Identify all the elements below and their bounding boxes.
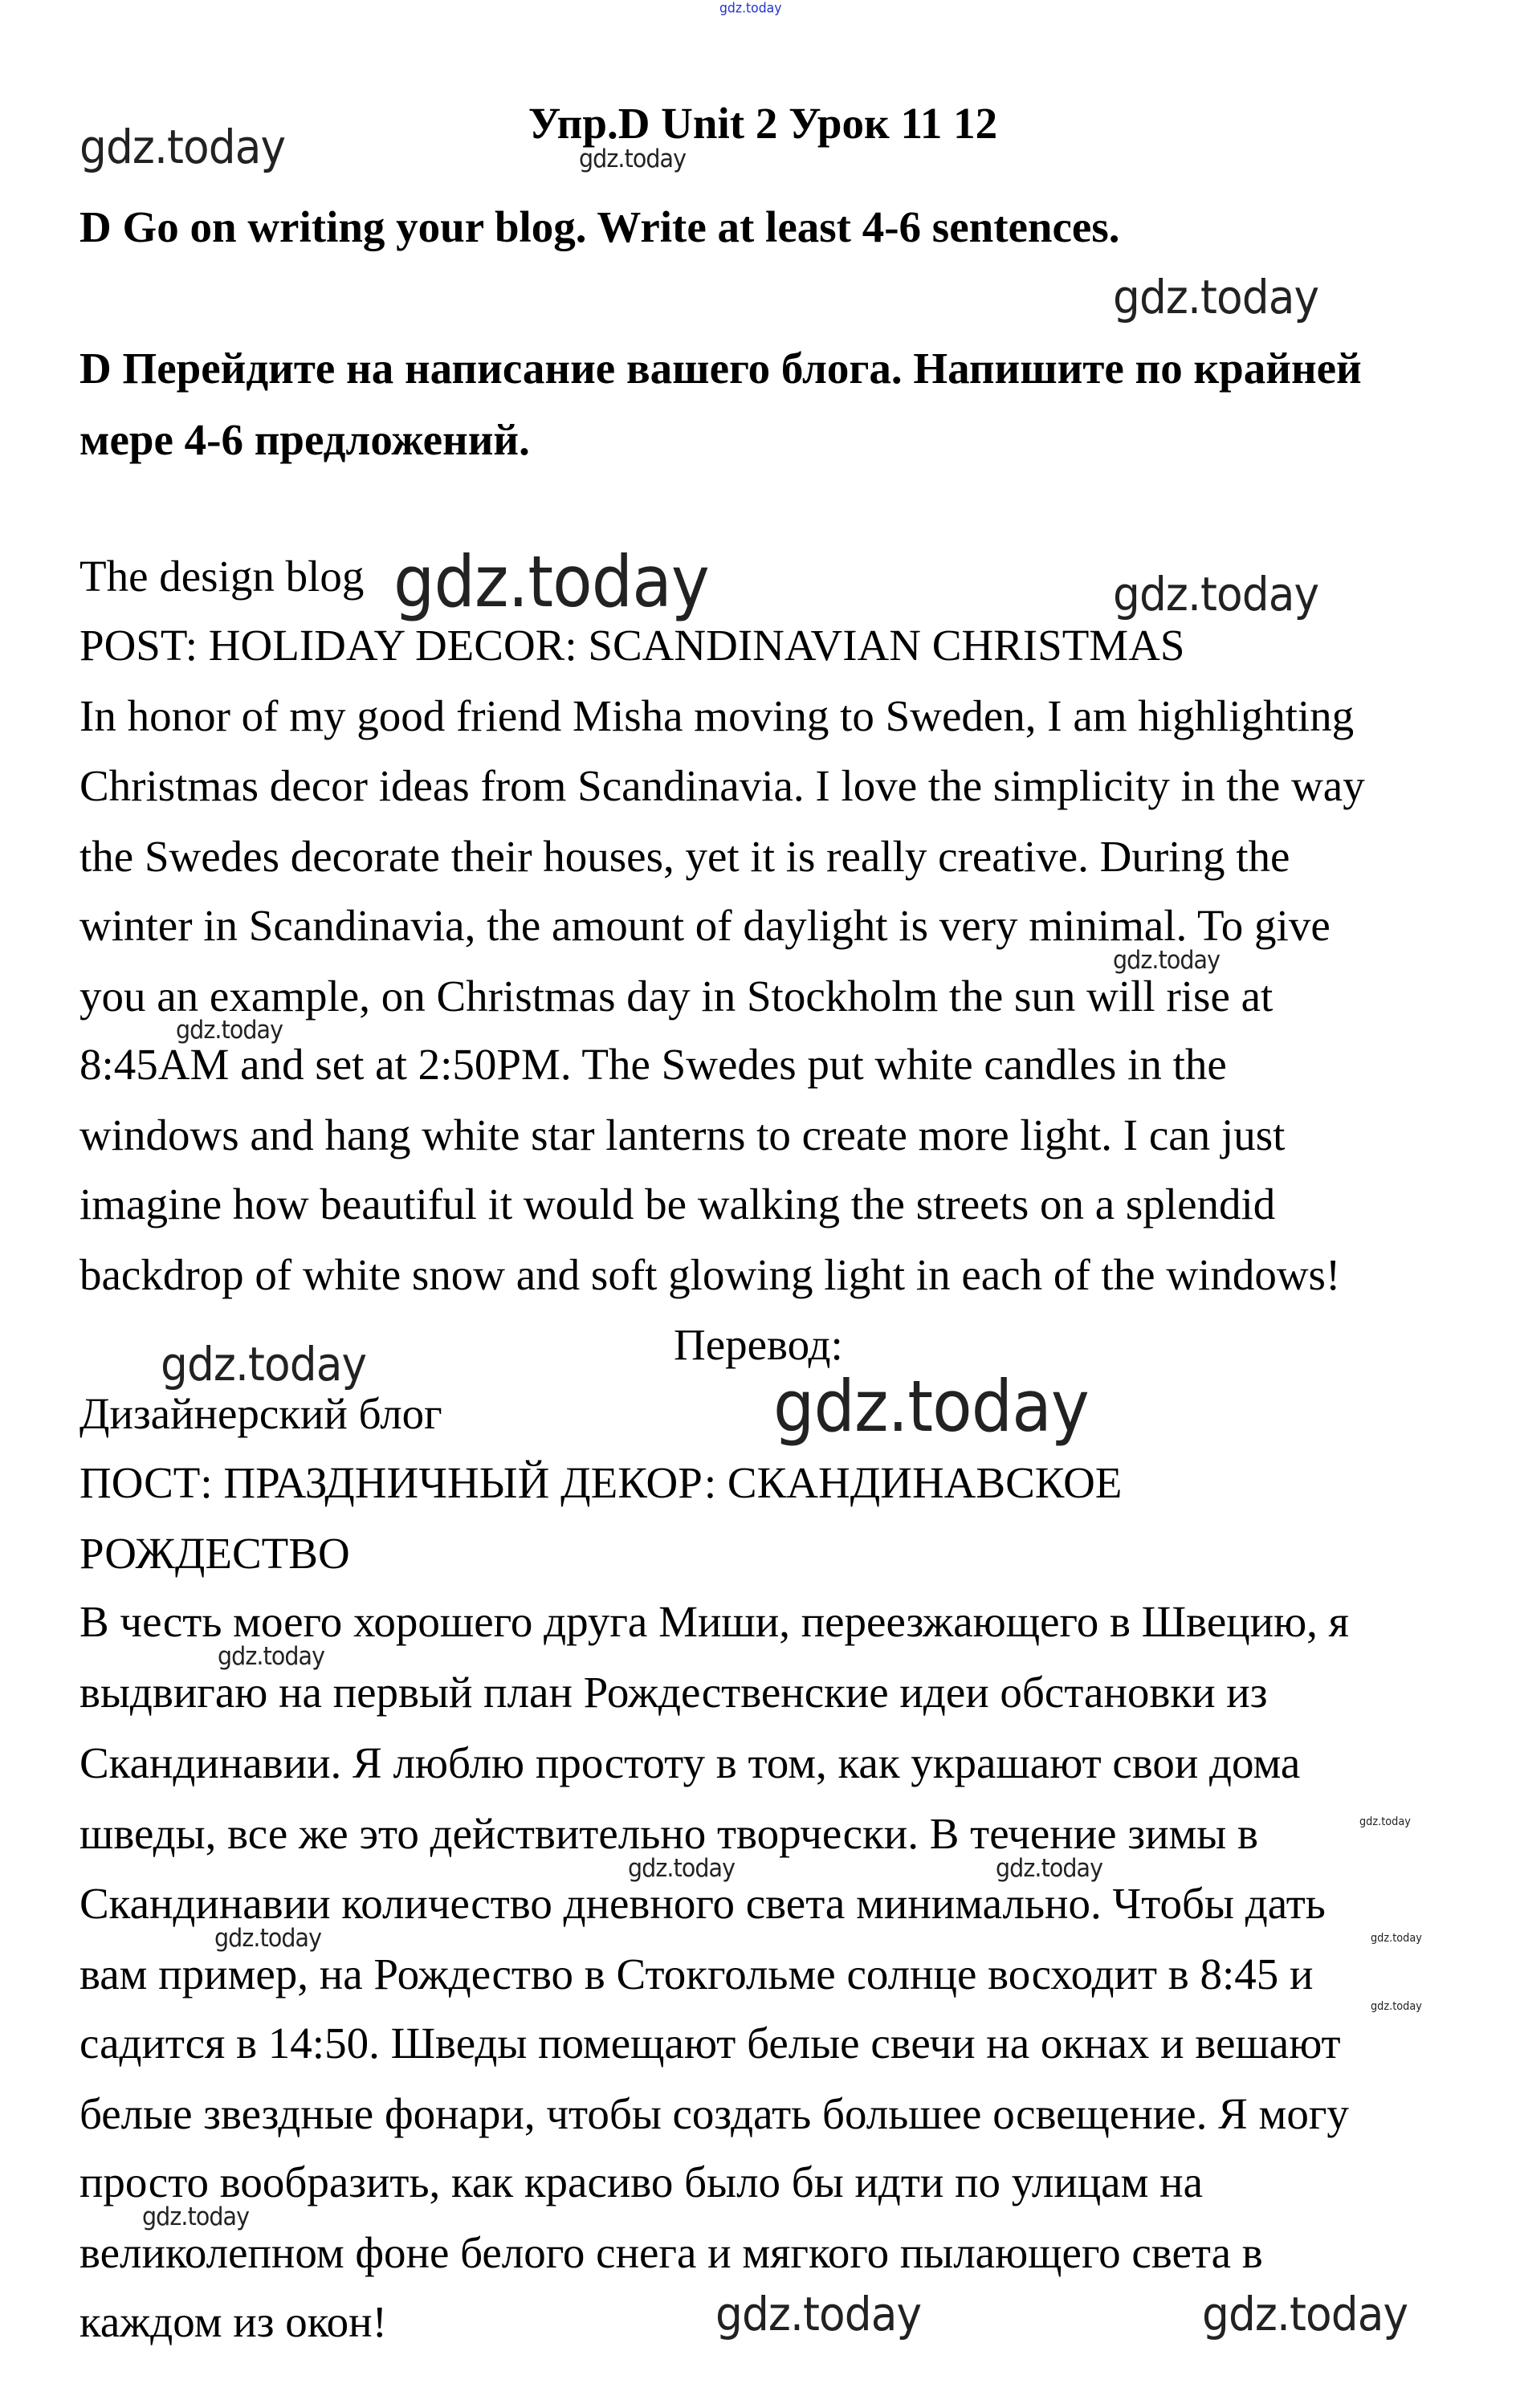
task-english: D Go on writing your blog. Write at least 4-6 sentences. (79, 202, 1120, 251)
blog-post-title: POST: HOLIDAY DECOR: SCANDINAVIAN CHRISTMAS (79, 621, 1185, 670)
blog-line-ru: выдвигаю на первый план Рождественские идеи обстановки из (79, 1668, 1268, 1717)
blog-line: you an example, on Christmas day in Stockholm the sun will rise at (79, 972, 1274, 1021)
blog-line-ru: белые звездные фонари, чтобы создать большее освещение. Я могу (79, 2089, 1349, 2138)
page-title: Упр.D Unit 2 Урок 11 12 (528, 99, 998, 148)
translation-label: Перевод: (674, 1320, 843, 1369)
header-watermark: gdz.today (719, 0, 782, 17)
blog-line-ru: просто вообразить, как красиво было бы идти по улицам на (79, 2157, 1203, 2206)
watermark: gdz.today (579, 145, 687, 173)
watermark: gdz.today (996, 1854, 1103, 1883)
blog-post-title-ru: РОЖДЕСТВО (79, 1529, 350, 1578)
blog-line-ru: шведы, все же это действительно творчески. В течение зимы в (79, 1809, 1258, 1858)
watermark: gdz.today (1202, 2287, 1408, 2341)
watermark: gdz.today (1113, 946, 1221, 975)
blog-post-title-ru: ПОСТ: ПРАЗДНИЧНЫЙ ДЕКОР: СКАНДИНАВСКОЕ (79, 1458, 1123, 1507)
blog-line: imagine how beautiful it would be walking the streets on a splendid (79, 1180, 1276, 1228)
watermark: gdz.today (773, 1365, 1089, 1448)
blog-line: In honor of my good friend Misha moving to Sweden, I am highlighting (79, 691, 1355, 740)
watermark: gdz.today (1359, 1815, 1411, 1828)
blog-line: winter in Scandinavia, the amount of daylight is very minimal. To give (79, 901, 1331, 950)
blog-line-ru: В честь моего хорошего друга Миши, переезжающего в Швецию, я (79, 1597, 1349, 1646)
blog-name-ru: Дизайнерский блог (79, 1389, 442, 1438)
blog-line: Christmas decor ideas from Scandinavia. I love the simplicity in the way (79, 761, 1365, 810)
blog-line-ru: великолепном фоне белого снега и мягкого пылающего света в (79, 2228, 1263, 2277)
blog-line: backdrop of white snow and soft glowing light in each of the windows! (79, 1250, 1341, 1299)
watermark: gdz.today (161, 1337, 367, 1391)
blog-line-ru: Скандинавии. Я люблю простоту в том, как украшают свои дома (79, 1738, 1301, 1787)
watermark: gdz.today (1113, 567, 1319, 621)
watermark: gdz.today (715, 2287, 922, 2341)
blog-line-ru: садится в 14:50. Шведы помещают белые свечи на окнах и вешают (79, 2019, 1341, 2068)
blog-line-ru: вам пример, на Рождество в Стокгольме солнце восходит в 8:45 и (79, 1950, 1314, 1999)
watermark: gdz.today (628, 1854, 736, 1883)
blog-line-ru: каждом из окон! (79, 2297, 387, 2346)
watermark: gdz.today (218, 1642, 325, 1671)
blog-line: the Swedes decorate their houses, yet it is really creative. During the (79, 832, 1290, 881)
watermark: gdz.today (79, 120, 286, 174)
watermark: gdz.today (1113, 270, 1319, 324)
watermark: gdz.today (142, 2202, 250, 2231)
blog-line: windows and hang white star lanterns to create more light. I can just (79, 1110, 1286, 1159)
blog-line: 8:45AM and set at 2:50PM. The Swedes put white candles in the (79, 1040, 1227, 1089)
watermark: gdz.today (393, 540, 709, 623)
task-russian-line: D Перейдите на написание вашего блога. Напишите по крайней (79, 344, 1362, 393)
watermark: gdz.today (214, 1924, 322, 1953)
watermark: gdz.today (1371, 1932, 1422, 1945)
blog-line-ru: Скандинавии количество дневного света минимально. Чтобы дать (79, 1879, 1326, 1928)
watermark: gdz.today (1371, 2000, 1422, 2013)
task-russian-line: мере 4-6 предложений. (79, 415, 530, 464)
blog-name: The design blog (79, 552, 365, 601)
watermark: gdz.today (176, 1016, 283, 1045)
